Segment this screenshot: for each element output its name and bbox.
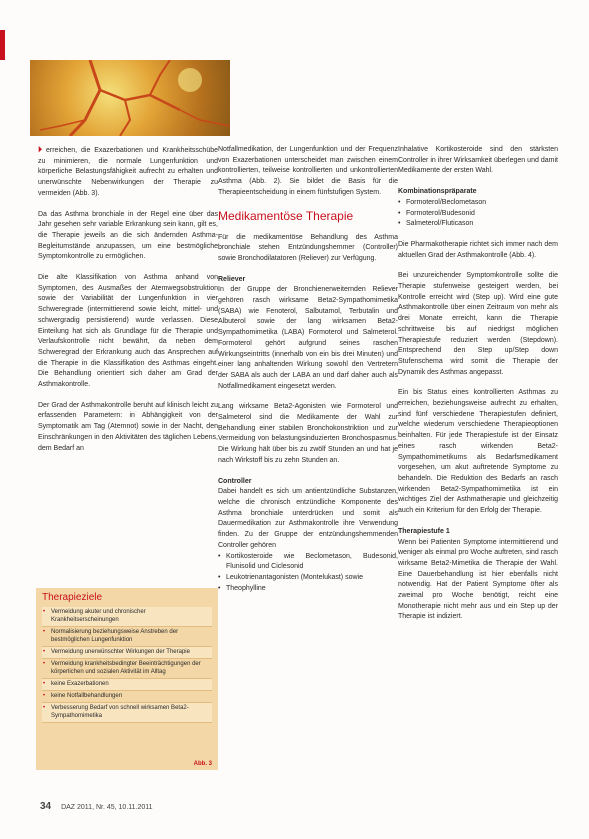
combination-list bbox=[398, 198, 558, 230]
paragraph: Dabei handelt es sich um antientzündliche Substanzen, welche die chronisch entzündliche Komponente des Asthma bronchiale unterdrücken und somit als Dauermedikation zur Asthmakontrolle ihre Verwendung finden. Zu der Gruppe der entzündungshemmenden Controller gehören bbox=[218, 488, 398, 549]
subheading-reliever: Reliever bbox=[218, 275, 246, 283]
text-column-1 bbox=[38, 145, 218, 464]
page-footer bbox=[40, 801, 153, 812]
paragraph bbox=[38, 145, 218, 200]
lung-illustration-icon bbox=[30, 60, 230, 136]
list-item: • Normalisierung beziehungsweise Anstreben der bestmöglichen Lungenfunktion bbox=[42, 627, 212, 647]
list-item: • Vermeidung unerwünschter Wirkungen der Therapie bbox=[42, 647, 212, 659]
list-item: • Leukotrienantagonisten (Montelukast) sowie bbox=[218, 573, 398, 584]
paragraph: Wenn bei Patienten Symptome intermittierend und weniger als einmal pro Woche auftreten, sind rasch wirksame Beta2-Mimetika die Therapie der Wahl. Eine Dauerbehandlung ist hier ebenfalls nicht notwendig. Hat der Patient Symptome öfter als zweimal pro Woche benötigt, reicht eine Monotherapie nicht mehr aus und ein Step up der Therapie ist indiziert. bbox=[398, 538, 558, 621]
footer-text: DAZ 2011, Nr. 45, 10.11.2011 bbox=[61, 804, 153, 811]
paragraph-text: erreichen, die Exazerbationen und Krankheitsschübe zu minimieren, die normale Lungenfunktion und körperliche Belastungsfähigkeit aufrecht zu erhalten und unerwünschte Nebenwirkungen der Therapie zu vermeiden (Abb. 3). bbox=[38, 147, 218, 197]
text-column-2 bbox=[218, 145, 398, 604]
paragraph: Die alte Klassifikation von Asthma anhand von Symptomen, des Ausmaßes der Atemwegsobstruktion sowie der Variabilität der Lungenfunktion in vier Schweregrade (intermittierend sowie leicht, mittel- und schwergradig persistierend) wurde verlassen. Diese Einteilung hat sich als Grundlage für die Therapie und Verlaufskontrolle nicht bewährt, da neben dem Schweregrad der Erkrankung auch das Ansprechen auf die Therapie in die Klassifikation des Asthmas eingeht. Die Behandlung orientiert sich daher am Grad der Asthmakontrolle. bbox=[38, 274, 218, 389]
list-item: • keine Exazerbationen bbox=[42, 679, 212, 691]
section-heading: Medikamentöse Therapie bbox=[218, 208, 354, 223]
figure-label: Abb. 3 bbox=[193, 761, 212, 767]
controller-list bbox=[218, 552, 398, 595]
list-item: • Verbesserung Bedarf von schnell wirksamen Beta2-Sympathomimetika bbox=[42, 703, 212, 723]
paragraph: Da das Asthma bronchiale in der Regel eine über das Jahr gesehen sehr variable Erkrankung sein kann, gilt es, die Therapie jeweils an die sich ändernden Asthma-Begleitumstände anzupassen, um eine bestmögliche Symptomkontrolle zu ermöglichen. bbox=[38, 210, 218, 261]
subheading-stufe: Therapiestufe 1 bbox=[398, 527, 450, 535]
continuation-arrow-icon: ⏵ bbox=[38, 145, 42, 154]
paragraph: In der Gruppe der Bronchienerweiternden Reliever gehören rasch wirksame Beta2-Sympathomimetika (SABA) wie Fenoterol, Salbutamol, Terbutalin und Albuterol sowie der lang wirksamen Beta2-Sympathomimetika (LABA) Formoterol und Salmeterol. Formoterol gehört aufgrund seines raschen Wirkungseintritts (innerhalb von ein bis drei Minuten) und einer lang anhaltenden Wirkung sowohl den Vertretern der SABA als auch der LABA an und darf daher auch als Notfallmedikament eingesetzt werden. bbox=[218, 286, 398, 390]
page-number: 34 bbox=[40, 801, 52, 812]
list-item: • Formoterol/Budesonid bbox=[398, 209, 558, 220]
list-item: • Vermeidung krankheitsbedingter Beeinträchtigungen der körperlichen und sozialen Aktivität im Alltag bbox=[42, 659, 212, 679]
list-item: • Formoterol/Beclometason bbox=[398, 198, 558, 209]
header-image bbox=[30, 60, 230, 136]
paragraph: Der Grad der Asthmakontrolle beruht auf klinisch leicht zu erfassenden Parametern: in Abhängigkeit von der Symptomatik am Tag (Atemnot) sowie in der Nacht, den Einschränkungen in den Aktivitäten des täglichen Lebens, dem Bedarf an bbox=[38, 401, 218, 452]
paragraph: Für die medikamentöse Behandlung des Asthma bronchiale stehen Entzündungshemmer (Controller) sowie Bronchodilatatoren (Reliever) zur Verfügung. bbox=[218, 233, 398, 262]
paragraph: Ein bis Status eines kontrollierten Asthmas zu erreichen, beziehungsweise aufrecht zu erhalten, sind fünf verschiedene Therapiestufen definiert, welche wiederum verschiedene Therapieoptionen beinhalten. Für jede Therapiestufe ist der Einsatz eines rasch wirkenden Beta2-Sympathomimetikums als Bedarfsmedikament vorgesehen, um akut auftretende Symptome zu behandeln. Die Reduktion des Bedarfs an rasch wirkenden Beta2-Sympathomimetika ist ein wichtiges Ziel der Asthmatherapie und gleichzeitig auch ein Kriterium für den Erfolg der Therapie. bbox=[398, 389, 558, 515]
paragraph: Bei unzureichender Symptomkontrolle sollte die Therapie stufenweise gesteigert werden, bei Kontrolle erreicht wird (Step up). Wird eine gute Asthmakontrolle über einen Zeitraum von mehr als drei Monate erreicht, kann die Therapie schrittweise bis auf niedrigst möglichen Therapiestufe reduziert werden (Stepdown). Entsprechend den Step up/Step down Stufenschema wird somit die Therapie der Dynamik des Asthmas angepasst. bbox=[398, 272, 558, 376]
list-item: • Kortikosteroide wie Beclometason, Budesonid, Flunisolid und Ciclesonid bbox=[218, 552, 398, 573]
page-edge-tab bbox=[0, 30, 5, 60]
list-item: • keine Notfallbehandlungen bbox=[42, 691, 212, 703]
subheading-kombi: Kombinationspräparate bbox=[398, 188, 477, 196]
subheading-controller: Controller bbox=[218, 477, 252, 485]
list-item: • Salmeterol/Fluticason bbox=[398, 219, 558, 230]
list-item: • Theophylline bbox=[218, 584, 398, 595]
paragraph: Notfallmedikation, der Lungenfunktion und der Frequenz von Exazerbationen unterscheidet man zwischen einem kontrollierten, teilweise kontrollierten und unkontrollierten Asthma (Abb. 2). Sie bildet die Basis für die Therapieentscheidung in einem fünfstufigen System. bbox=[218, 146, 398, 196]
paragraph: Inhalative Kortikosteroide sind den stärksten Controller in ihrer Wirksamkeit überlegen und damit Medikamente der ersten Wahl. bbox=[398, 146, 558, 175]
list-item: • Vermeidung akuter und chronischer Krankheitserscheinungen bbox=[42, 607, 212, 627]
paragraph: Lang wirksame Beta2-Agonisten wie Formoterol und Salmeterol sind die Medikamente der Wahl zur Behandlung einer stabilen Bronchokonstriktion und zur Vermeidung von belastungsinduzierten Bronchospasmus. Die Wirkung hält über bis zu zwölf Stunden an und hat je nach Wirkstoff bis zu zehn Stunden an. bbox=[218, 403, 398, 464]
therapy-goals-box bbox=[36, 588, 218, 770]
goals-list bbox=[36, 607, 218, 723]
paragraph: Die Pharmakotherapie richtet sich immer nach dem aktuellen Grad der Asthmakontrolle (Abb. 4). bbox=[398, 240, 558, 259]
box-title: Therapieziele bbox=[36, 588, 218, 607]
text-column-3 bbox=[398, 145, 558, 633]
